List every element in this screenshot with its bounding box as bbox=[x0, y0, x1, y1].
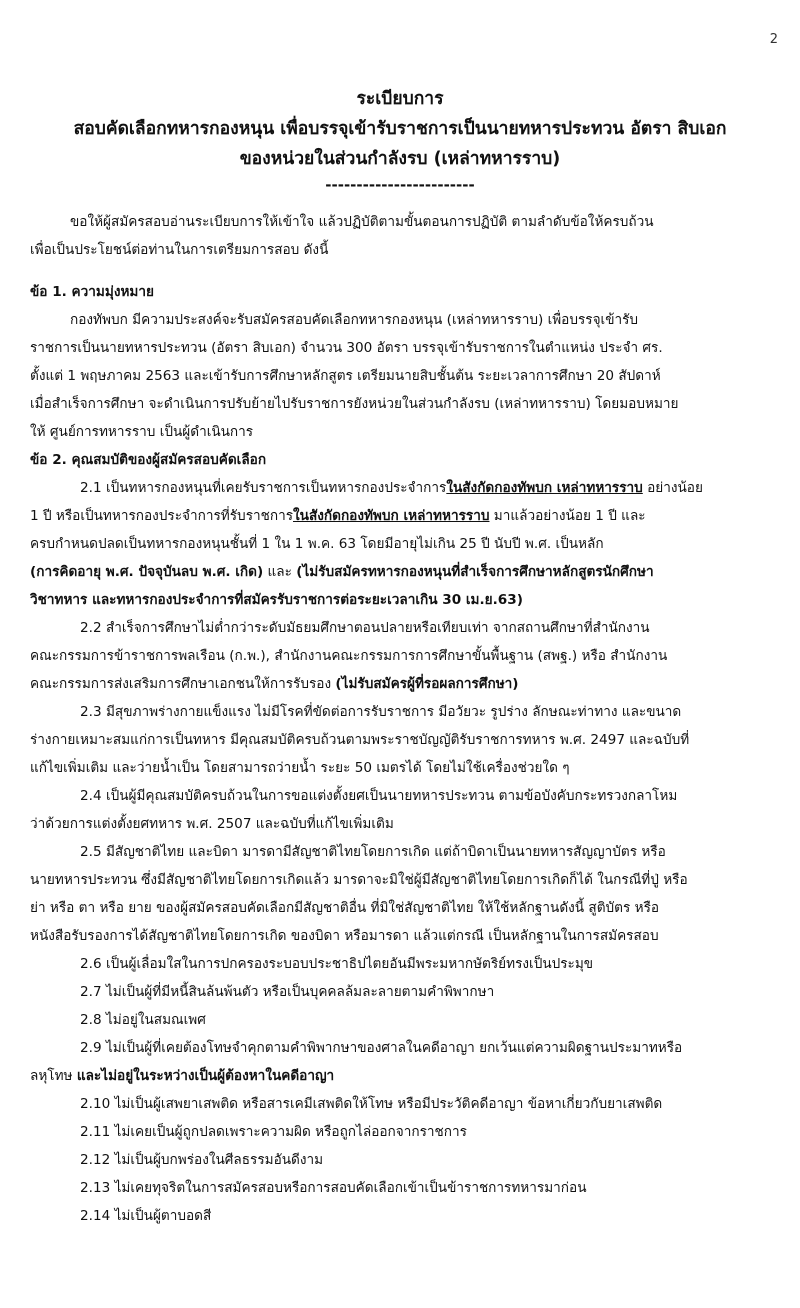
item-2-1-line: ครบกำหนดปลดเป็นทหารกองหนุนชั้นที่ 1 ใน 1 พ.ค. 63 โดยมีอายุไม่เกิน 25 ปี นับปี พ.ศ. เป็นหลัก bbox=[30, 536, 604, 552]
item-2-5-line: 2.5 มีสัญชาติไทย และบิดา มารดามีสัญชาติไทยโดยการเกิด แต่ถ้าบิดาเป็นนายทหารสัญญาบัตร หรือ bbox=[80, 844, 666, 860]
item-2-3-line: ร่างกายเหมาะสมแก่การเป็นทหาร มีคุณสมบัติครบถ้วนตามพระราชบัญญัติรับราชการทหาร พ.ศ. 2497 และฉบับที่ bbox=[30, 732, 690, 748]
item-text: และ bbox=[263, 564, 297, 580]
document-body bbox=[30, 208, 780, 1230]
item-2-11: 2.11 ไม่เคยเป็นผู้ถูกปลดเพราะความผิด หรือถูกไล่ออกจากราชการ bbox=[80, 1124, 467, 1140]
bold-text: (ไม่รับสมัครทหารกองหนุนที่สำเร็จการศึกษาหลักสูตรนักศึกษา bbox=[296, 564, 654, 580]
item-2-10: 2.10 ไม่เป็นผู้เสพยาเสพติด หรือสารเคมีเสพติดให้โทษ หรือมีประวัติคดีอาญา ข้อหาเกี่ยวกับยาเสพติด bbox=[80, 1096, 663, 1112]
item-text: 2.1 เป็นทหารกองหนุนที่เคยรับราชการเป็นทหารกองประจำการ bbox=[80, 480, 447, 496]
document-header bbox=[0, 84, 800, 196]
item-2-4-line: ว่าด้วยการแต่งตั้งยศทหาร พ.ศ. 2507 และฉบับที่แก้ไขเพิ่มเติม bbox=[30, 816, 394, 832]
bold-text: และไม่อยู่ในระหว่างเป็นผู้ต้องหาในคดีอาญา bbox=[76, 1068, 335, 1084]
item-text: มาแล้วอย่างน้อย 1 ปี และ bbox=[489, 508, 646, 524]
item-2-12: 2.12 ไม่เป็นผู้บกพร่องในศีลธรรมอันดีงาม bbox=[80, 1152, 324, 1168]
item-text: 1 ปี หรือเป็นทหารกองประจำการที่รับราชการ bbox=[30, 508, 294, 524]
item-2-1-line bbox=[30, 502, 780, 530]
item-2-2-line: คณะกรรมการข้าราชการพลเรือน (ก.พ.), สำนักงานคณะกรรมการการศึกษาขั้นพื้นฐาน (สพฐ.) หรือ สำนักงาน bbox=[30, 648, 668, 664]
item-2-2-line bbox=[30, 670, 780, 698]
bold-text: (ไม่รับสมัครผู้ที่รอผลการศึกษา) bbox=[335, 676, 519, 692]
underlined-text: ในสังกัดกองทัพบก เหล่าทหารราบ bbox=[446, 480, 643, 496]
section-1-line: กองทัพบก มีความประสงค์จะรับสมัครสอบคัดเลือกทหารกองหนุน (เหล่าทหารราบ) เพื่อบรรจุเข้ารับ bbox=[70, 312, 639, 328]
item-text: อย่างน้อย bbox=[642, 480, 703, 496]
item-2-1-line: วิชาทหาร และทหารกองประจำการที่สมัครรับราชการต่อระยะเวลาเกิน 30 เม.ย.63) bbox=[30, 592, 523, 608]
item-2-1-line bbox=[30, 558, 780, 586]
section-1-line: ให้ ศูนย์การทหารราบ เป็นผู้ดำเนินการ bbox=[30, 424, 254, 440]
title-line-1: ระเบียบการ bbox=[356, 89, 444, 109]
item-2-1-line bbox=[30, 474, 780, 502]
title-line-3: ของหน่วยในส่วนกำลังรบ (เหล่าทหารราบ) bbox=[239, 149, 561, 169]
item-2-13: 2.13 ไม่เคยทุจริตในการสมัครสอบหรือการสอบคัดเลือกเข้าเป็นข้าราชการทหารมาก่อน bbox=[80, 1180, 587, 1196]
item-2-7: 2.7 ไม่เป็นผู้ที่มีหนี้สินล้นพ้นตัว หรือเป็นบุคคลล้มละลายตามคำพิพากษา bbox=[80, 984, 495, 1000]
item-text: คณะกรรมการส่งเสริมการศึกษาเอกชนให้การรับรอง bbox=[30, 676, 336, 692]
section-1-line: เมื่อสำเร็จการศึกษา จะดำเนินการปรับย้ายไปรับราชการยังหน่วยในส่วนกำลังรบ (เหล่าทหารราบ) โดยมอบหมาย bbox=[30, 396, 679, 412]
intro-line-2: เพื่อเป็นประโยชน์ต่อท่านในการเตรียมการสอบ ดังนี้ bbox=[30, 242, 329, 258]
item-2-5-line: หนังสือรับรองการได้สัญชาติไทยโดยการเกิด ของบิดา หรือมารดา แล้วแต่กรณี เป็นหลักฐานในการสมัครสอบ bbox=[30, 928, 659, 944]
section-1-heading: ข้อ 1. ความมุ่งหมาย bbox=[30, 284, 154, 300]
item-2-5-line: ย่า หรือ ตา หรือ ยาย ของผู้สมัครสอบคัดเลือกมีสัญชาติอื่น ที่มิใช่สัญชาติไทย ให้ใช้หลักฐานดังนี้ สูติบัตร หรือ bbox=[30, 900, 660, 916]
item-2-6: 2.6 เป็นผู้เลื่อมใสในการปกครองระบอบประชาธิปไตยอันมีพระมหากษัตริย์ทรงเป็นประมุข bbox=[80, 956, 594, 972]
section-1-line: ตั้งแต่ 1 พฤษภาคม 2563 และเข้ารับการศึกษาหลักสูตร เตรียมนายสิบชั้นต้น ระยะเวลาการศึกษา 20 สัปดาห์ bbox=[30, 368, 661, 384]
section-2-heading: ข้อ 2. คุณสมบัติของผู้สมัครสอบคัดเลือก bbox=[30, 452, 267, 468]
section-1-line: ราชการเป็นนายทหารประทวน (อัตรา สิบเอก) จำนวน 300 อัตรา บรรจุเข้ารับราชการในตำแหน่ง ประจำ ศร. bbox=[30, 340, 663, 356]
bold-text: (การคิดอายุ พ.ศ. ปัจจุบันลบ พ.ศ. เกิด) bbox=[30, 564, 264, 580]
item-text: ลหุโทษ bbox=[30, 1068, 77, 1084]
title-line-2: สอบคัดเลือกทหารกองหนุน เพื่อบรรจุเข้ารับราชการเป็นนายทหารประทวน อัตรา สิบเอก bbox=[73, 119, 727, 139]
item-2-9-line bbox=[30, 1062, 780, 1090]
item-2-8: 2.8 ไม่อยู่ในสมณเพศ bbox=[80, 1012, 206, 1028]
underlined-text: ในสังกัดกองทัพบก เหล่าทหารราบ bbox=[293, 508, 490, 524]
item-2-9-line: 2.9 ไม่เป็นผู้ที่เคยต้องโทษจำคุกตามคำพิพากษาของศาลในคดีอาญา ยกเว้นแต่ความผิดฐานประมาทหรือ bbox=[80, 1040, 683, 1056]
title-rule: ------------------------ bbox=[325, 176, 475, 194]
item-2-4-line: 2.4 เป็นผู้มีคุณสมบัติครบถ้วนในการขอแต่งตั้งยศเป็นนายทหารประทวน ตามข้อบังคับกระทรวงกลาโหม bbox=[80, 788, 678, 804]
item-2-14: 2.14 ไม่เป็นผู้ตาบอดสี bbox=[80, 1208, 212, 1224]
intro-line-1: ขอให้ผู้สมัครสอบอ่านระเบียบการให้เข้าใจ แล้วปฏิบัติตามขั้นตอนการปฏิบัติ ตามลำดับข้อให้ครบถ้วน bbox=[70, 214, 654, 230]
item-2-2-line: 2.2 สำเร็จการศึกษาไม่ต่ำกว่าระดับมัธยมศึกษาตอนปลายหรือเทียบเท่า จากสถานศึกษาที่สำนักงาน bbox=[80, 620, 650, 636]
item-2-5-line: นายทหารประทวน ซึ่งมีสัญชาติไทยโดยการเกิดแล้ว มารดาจะมิใช่ผู้มีสัญชาติไทยโดยการเกิดก็ได้ ในกรณีที่ปู่ หรือ bbox=[30, 872, 688, 888]
item-2-3-line: แก้ไขเพิ่มเติม และว่ายน้ำเป็น โดยสามารถว่ายน้ำ ระยะ 50 เมตรได้ โดยไม่ใช้เครื่องช่วยใด ๆ bbox=[30, 760, 570, 776]
page-number: 2 bbox=[769, 32, 778, 47]
item-2-3-line: 2.3 มีสุขภาพร่างกายแข็งแรง ไม่มีโรคที่ขัดต่อการรับราชการ มีอวัยวะ รูปร่าง ลักษณะท่าทาง และขนาด bbox=[80, 704, 682, 720]
